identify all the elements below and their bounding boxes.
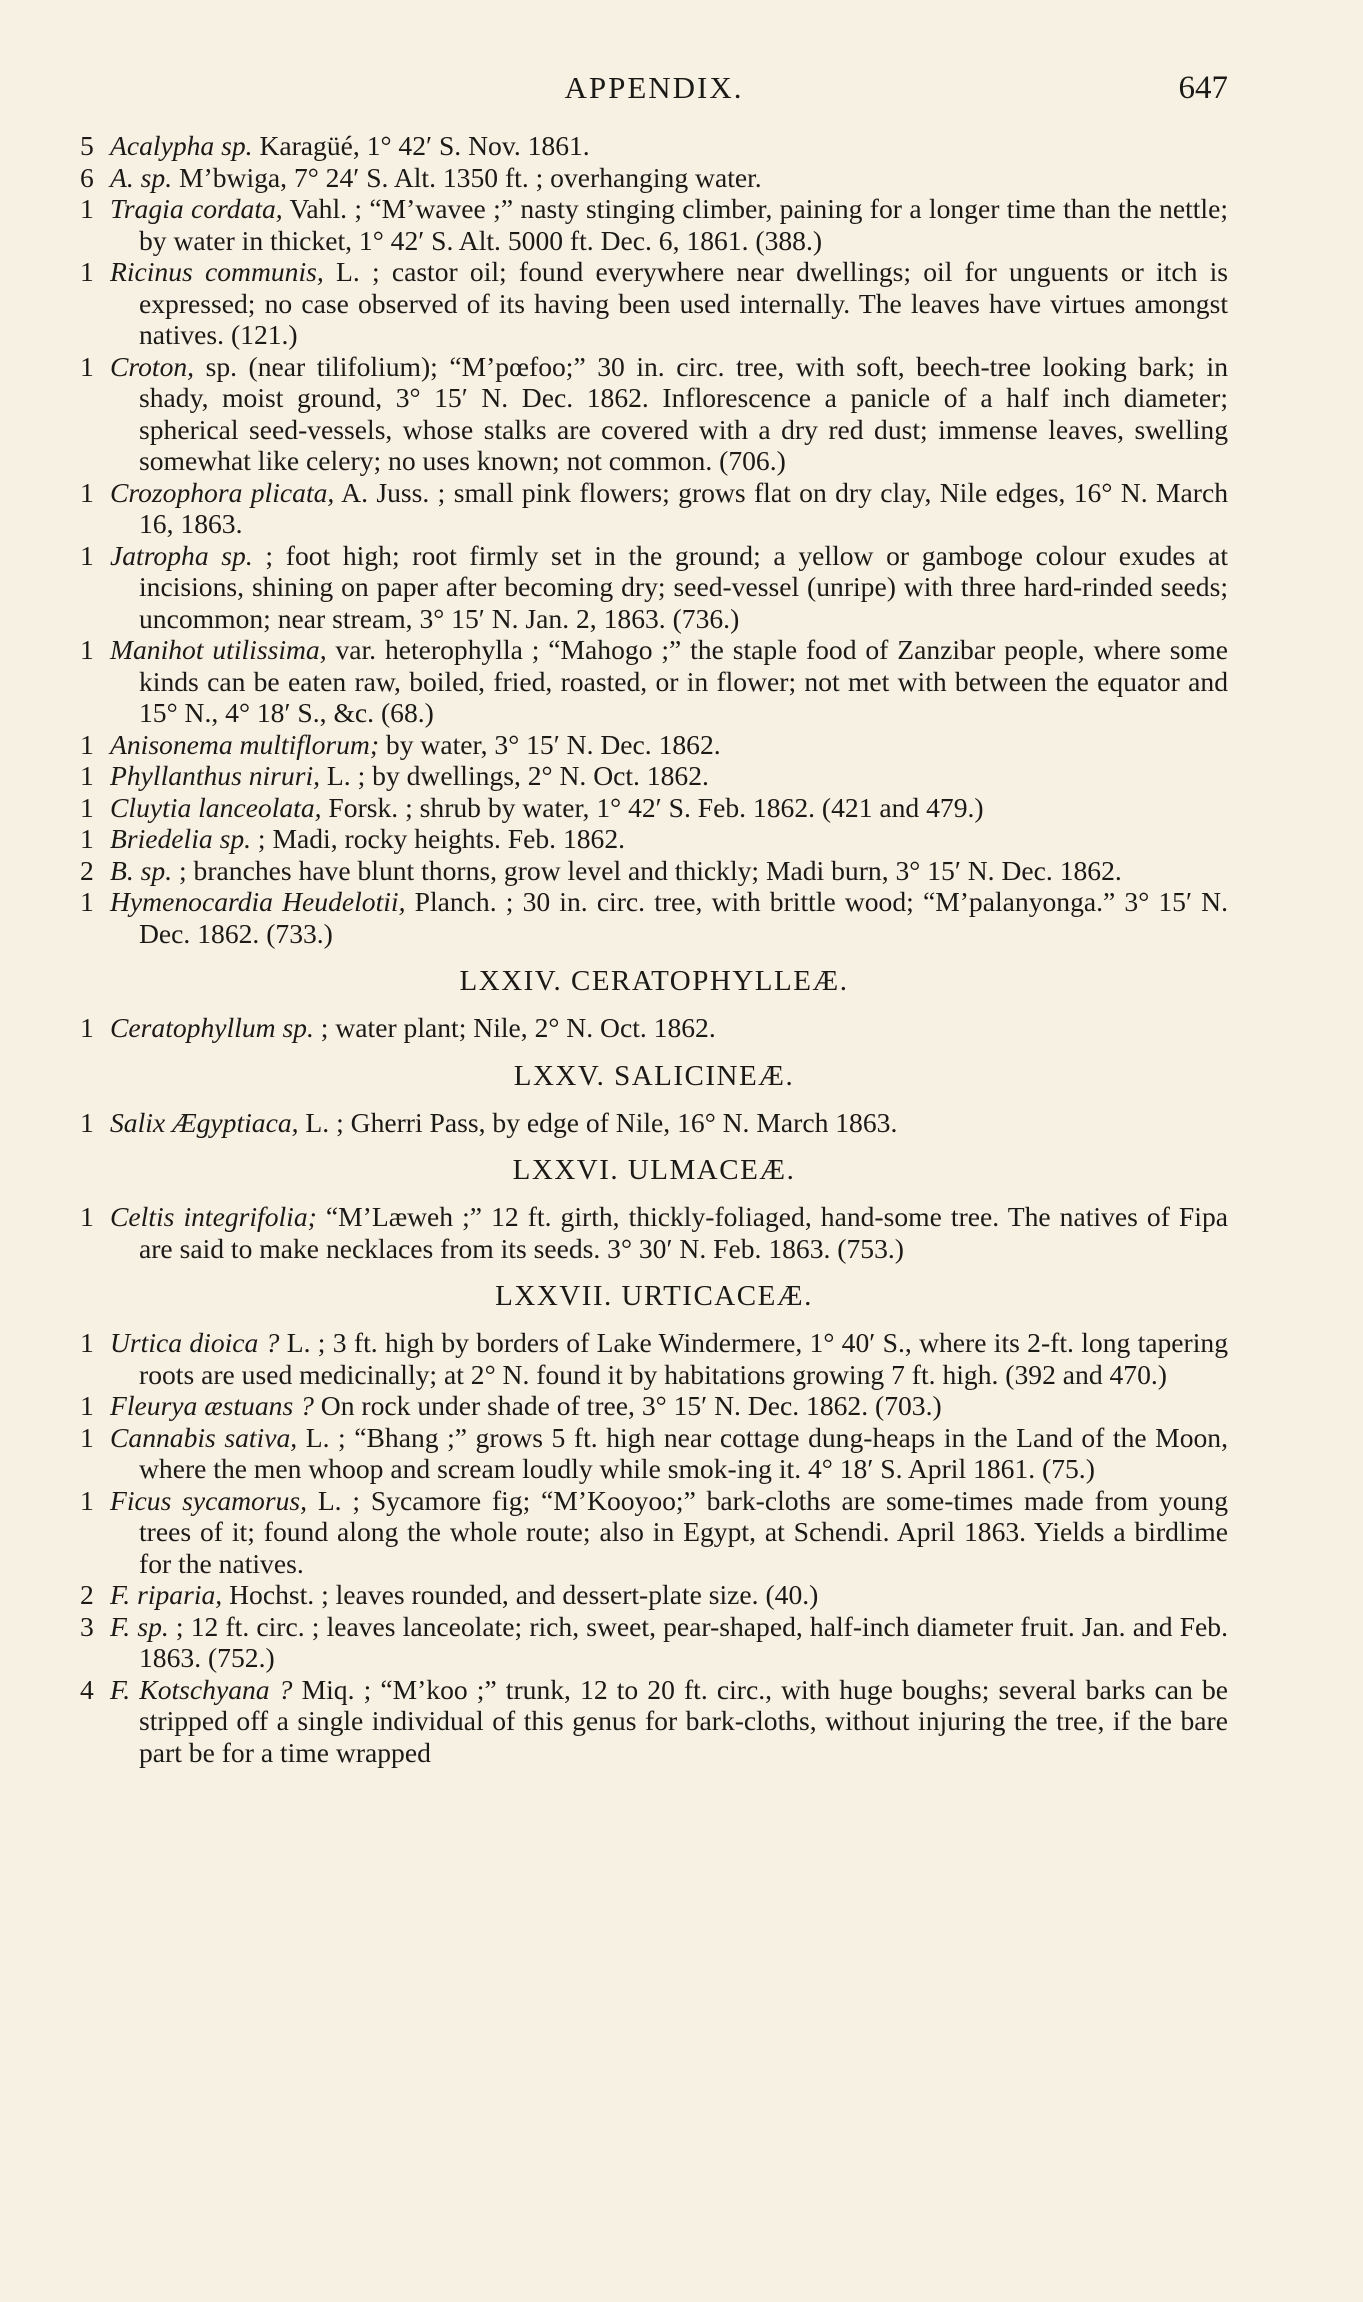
- species-entry: [80, 256, 1228, 351]
- species-entry: [80, 1012, 1228, 1044]
- entry-description: var. heterophylla ; “Mahogo ;” the staple food of Zanzibar people, where some kinds can be eaten raw, boiled, fried, roasted, or in flower; not met with between the equator and 15° N., 4° 18′ S., &c. (68.): [139, 634, 1228, 728]
- entry-count: 1: [80, 1201, 94, 1232]
- species-entry: [80, 1611, 1228, 1674]
- species-name: Urtica dioica ?: [110, 1327, 280, 1358]
- page-title: APPENDIX.: [564, 70, 744, 105]
- entry-count: 1: [80, 256, 94, 287]
- entry-count: 1: [80, 1106, 94, 1138]
- species-name: F. sp.: [110, 1610, 169, 1642]
- entry-description: ; Madi, rocky heights. Feb. 1862.: [251, 823, 626, 854]
- entry-count: 4: [80, 1673, 94, 1705]
- entry-text: [110, 1390, 1228, 1422]
- entry-text: [110, 540, 1228, 635]
- species-entry: [80, 886, 1228, 949]
- entry-count: 1: [80, 823, 94, 854]
- species-name: Ricinus communis,: [110, 256, 324, 287]
- entry-text: [110, 729, 1228, 761]
- entry-description: L. ; Gherri Pass, by edge of Nile, 16° N. March 1863.: [298, 1106, 898, 1138]
- species-name: Ceratophyllum sp.: [110, 1012, 314, 1043]
- entry-count: 1: [80, 193, 94, 224]
- entry-text: [110, 1107, 1228, 1139]
- page-number: 647: [1178, 70, 1228, 106]
- entry-text: [110, 634, 1228, 729]
- species-entry: [80, 130, 1228, 162]
- entry-text: [110, 256, 1228, 351]
- entry-description: M’bwiga, 7° 24′ S. Alt. 1350 ft. ; overhanging water.: [172, 161, 762, 193]
- species-entry: [80, 1327, 1228, 1390]
- species-entry: [80, 1579, 1228, 1611]
- entry-count: 1: [80, 1327, 94, 1358]
- entry-description: by water, 3° 15′ N. Dec. 1862.: [379, 728, 721, 760]
- species-entry: [80, 729, 1228, 761]
- species-entry: [80, 1422, 1228, 1485]
- entry-description: Planch. ; 30 in. circ. tree, with brittle wood; “M’palanyonga.” 3° 15′ N. Dec. 1862. (733.): [139, 886, 1228, 949]
- entry-count: 6: [80, 161, 94, 193]
- entry-text: [110, 1422, 1228, 1485]
- entry-description: L. ; 3 ft. high by borders of Lake Windermere, 1° 40′ S., where its 2-ft. long tapering roots are used medicinally; at 2° N. found it by habitations growing 7 ft. high. (392 and 470.): [139, 1327, 1228, 1390]
- species-name: Manihot utilissima,: [110, 634, 327, 665]
- species-name: Celtis integrifolia;: [110, 1201, 317, 1232]
- entry-description: L. ; by dwellings, 2° N. Oct. 1862.: [320, 760, 709, 791]
- entry-description: ; branches have blunt thorns, grow level and thickly; Madi burn, 3° 15′ N. Dec. 1862.: [172, 854, 1122, 886]
- entry-text: [110, 193, 1228, 256]
- species-name: Fleurya æstuans ?: [110, 1390, 314, 1421]
- entry-count: 1: [80, 791, 94, 823]
- entry-text: [110, 162, 1228, 194]
- entry-description: On rock under shade of tree, 3° 15′ N. Dec. 1862. (703.): [313, 1390, 942, 1421]
- entry-count: 1: [80, 350, 94, 382]
- species-entry: [80, 351, 1228, 477]
- species-entry: [80, 193, 1228, 256]
- entry-count: 1: [80, 886, 94, 917]
- species-entry: [80, 540, 1228, 635]
- entry-count: 1: [80, 1012, 94, 1043]
- species-name: Jatropha sp.: [110, 539, 253, 571]
- entry-description: Miq. ; “M’koo ;” trunk, 12 to 20 ft. circ., with huge boughs; several barks can be stripped off a single individual of this genus for bark-cloths, without injuring the tree, if the bare part be for a time wrapped: [139, 1673, 1228, 1768]
- entry-description: Hochst. ; leaves rounded, and dessert-plate size. (40.): [222, 1579, 819, 1610]
- entry-description: ; foot high; root firmly set in the ground; a yellow or gamboge colour exudes at incisions, shining on paper after becoming dry; seed-vessel (unripe) with three hard-rinded seeds; uncommon; near stream, 3° 15′ N. Jan. 2, 1863. (736.): [139, 539, 1229, 634]
- species-name: Tragia cordata,: [110, 193, 283, 224]
- species-name: Cluytia lanceolata,: [110, 791, 322, 823]
- entry-text: [110, 855, 1228, 887]
- species-name: Acalypha sp.: [110, 130, 253, 161]
- entry-count: 3: [80, 1610, 94, 1642]
- species-entry: [80, 1107, 1228, 1139]
- entry-count: 1: [80, 634, 94, 665]
- entry-count: 1: [80, 1484, 94, 1516]
- entry-text: [110, 1674, 1228, 1769]
- species-name: Anisonema multiflorum;: [110, 728, 380, 760]
- entry-description: L. ; “Bhang ;” grows 5 ft. high near cottage dung-heaps in the Land of the Moon, where the men whoop and scream loudly while smok-ing it. 4° 18′ S. April 1861. (75.): [139, 1421, 1228, 1484]
- entry-text: [110, 477, 1228, 540]
- entry-description: “M’Læweh ;” 12 ft. girth, thickly-foliaged, hand-some tree. The natives of Fipa are said to make necklaces from its seeds. 3° 30′ N. Feb. 1863. (753.): [139, 1201, 1228, 1264]
- entry-count: 1: [80, 539, 94, 571]
- entry-description: Forsk. ; shrub by water, 1° 42′ S. Feb. 1862. (421 and 479.): [321, 791, 984, 823]
- species-name: F. Kotschyana ?: [110, 1673, 293, 1705]
- species-name: Croton,: [110, 350, 195, 382]
- running-head: [80, 70, 1228, 130]
- species-name: Phyllanthus niruri,: [110, 760, 321, 791]
- entry-description: A. Juss. ; small pink flowers; grows flat on dry clay, Nile edges, 16° N. March 16, 1863.: [139, 476, 1228, 539]
- entry-count: 1: [80, 476, 94, 508]
- entry-text: [110, 1012, 1228, 1044]
- species-name: F. riparia,: [110, 1579, 223, 1610]
- species-entry: [80, 792, 1228, 824]
- species-entry: [80, 1674, 1228, 1769]
- section-heading: LXXVII. URTICACEÆ.: [495, 1280, 813, 1312]
- species-name: Briedelia sp.: [110, 823, 252, 854]
- species-entry: [80, 1201, 1228, 1264]
- entry-description: L. ; castor oil; found everywhere near dwellings; oil for unguents or itch is expressed; no case observed of its having been used internally. The leaves have virtues amongst natives. (121.): [139, 256, 1228, 350]
- species-name: B. sp.: [110, 854, 173, 886]
- species-name: Hymenocardia Heudelotii,: [110, 886, 406, 917]
- entry-description: sp. (near tilifolium); “M’pœfoo;” 30 in. circ. tree, with soft, beech-tree looking bark; in shady, moist ground, 3° 15′ N. Dec. 1862. Inflorescence a panicle of a half inch diameter; spherical seed-vessels, whose stalks are covered with a dry red dust; immense leaves, swelling somewhat like celery; no uses known; not common. (706.): [139, 350, 1228, 476]
- species-name: Salix Ægyptiaca,: [110, 1106, 299, 1138]
- entry-count: 1: [80, 760, 94, 791]
- entry-text: [110, 1327, 1228, 1390]
- entry-text: [110, 886, 1228, 949]
- entry-description: Karagüé, 1° 42′ S. Nov. 1861.: [252, 130, 590, 161]
- species-name: Cannabis sativa,: [110, 1421, 298, 1453]
- entry-description: ; 12 ft. circ. ; leaves lanceolate; rich, sweet, pear-shaped, half-inch diameter fruit. Jan. and Feb. 1863. (752.): [139, 1610, 1228, 1673]
- entry-text: [110, 130, 1228, 162]
- page-body: [80, 130, 1228, 1768]
- section-heading: LXXVI. ULMACEÆ.: [512, 1154, 796, 1186]
- species-entry: [80, 823, 1228, 855]
- entry-count: 2: [80, 854, 94, 886]
- entry-count: 1: [80, 1390, 94, 1421]
- entry-text: [110, 792, 1228, 824]
- entry-description: Vahl. ; “M’wavee ;” nasty stinging climber, paining for a longer time than the nettle; by water in thicket, 1° 42′ S. Alt. 5000 ft. Dec. 6, 1861. (388.): [139, 193, 1228, 256]
- entry-text: [110, 1579, 1228, 1611]
- entry-count: 5: [80, 130, 94, 161]
- species-name: Crozophora plicata,: [110, 476, 335, 508]
- entry-count: 1: [80, 728, 94, 760]
- entry-text: [110, 1201, 1228, 1264]
- species-name: Ficus sycamorus,: [110, 1484, 308, 1516]
- species-entry: [80, 634, 1228, 729]
- entry-text: [110, 760, 1228, 792]
- entry-description: L. ; Sycamore fig; “M’Kooyoo;” bark-cloths are some-times made from young trees of it; found along the whole route; also in Egypt, at Schendi. April 1863. Yields a birdlime for the natives.: [139, 1484, 1228, 1579]
- species-entry: [80, 1390, 1228, 1422]
- entry-count: 1: [80, 1421, 94, 1453]
- species-name: A. sp.: [110, 161, 173, 193]
- entry-text: [110, 351, 1228, 477]
- species-entry: [80, 855, 1228, 887]
- entry-count: 2: [80, 1579, 94, 1610]
- species-entry: [80, 162, 1228, 194]
- species-entry: [80, 760, 1228, 792]
- entry-text: [110, 823, 1228, 855]
- entry-text: [110, 1611, 1228, 1674]
- entry-text: [110, 1485, 1228, 1580]
- section-heading: LXXIV. CERATOPHYLLEÆ.: [459, 965, 849, 997]
- entry-description: ; water plant; Nile, 2° N. Oct. 1862.: [313, 1012, 716, 1043]
- section-heading: LXXV. SALICINEÆ.: [513, 1059, 795, 1092]
- species-entry: [80, 477, 1228, 540]
- species-entry: [80, 1485, 1228, 1580]
